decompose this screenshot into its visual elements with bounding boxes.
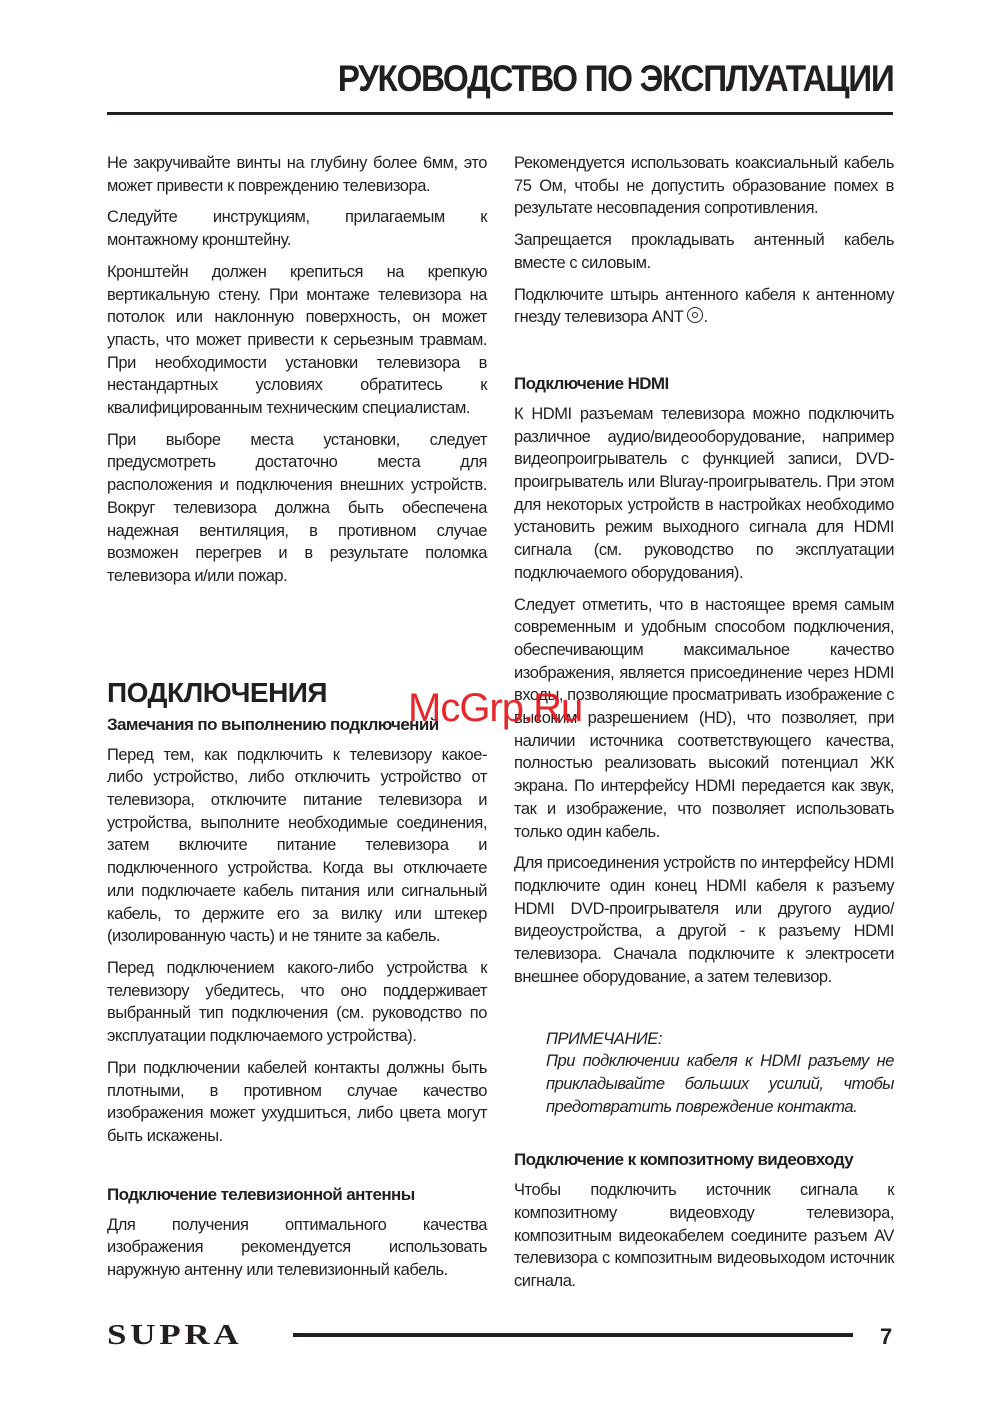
paragraph: Запрещается прокладывать антенный кабель вместе с силовым. bbox=[514, 231, 894, 272]
antenna-heading: Подключение телевизионной антенны bbox=[107, 1184, 415, 1204]
brand-logo: SUPRA bbox=[107, 1320, 243, 1351]
section-title: ПОДКЛЮЧЕНИЯ bbox=[107, 676, 328, 708]
note-block bbox=[546, 1028, 894, 1119]
paragraph: Перед подключением какого-либо устройства к телевизору убедитесь, что оно поддерживает выбранный тип подключения (см. руководство по эксплуатации подключаемого устройства). bbox=[107, 958, 487, 1046]
paragraph: Для получения оптимального качества изображения рекомендуется использовать наружную антенну или телевизионный кабель. bbox=[107, 1215, 487, 1280]
paragraph: Для присоединения устройств по интерфейсу HDMI подключите один конец HDMI кабеля к разъему HDMI DVD-проигрывателя или другого аудио/видеоустройства, а другой - к разъему HDMI телевизора. Сначала подключите к электросети внешнее оборудование, а затем телевизор. bbox=[514, 854, 894, 986]
watermark: McGrp.Ru bbox=[408, 686, 583, 730]
notes-heading: Замечания по выполнению подключений bbox=[107, 714, 439, 734]
paragraph: Перед тем, как подключить к телевизору какое-либо устройство, либо отключить устройство от телевизора, отключите питание телевизора и устройства, выполните необходимые соединения, затем включите питание телевизора и подключенного устройства. Когда вы отключаете или подключаете кабель питания или сигнальный кабель, то держите его за вилку или штекер (изолированную часть) и не тяните за кабель. bbox=[107, 745, 487, 946]
page-number: 7 bbox=[880, 1324, 893, 1349]
punctuation: . bbox=[703, 308, 708, 327]
paragraph-text: Подключите штырь антенного кабеля к антенному гнезду телевизора ANT bbox=[514, 285, 894, 327]
paragraph: При выборе места установки, следует предусмотреть достаточно места для расположения и подключения внешних устройств. Вокруг телевизора должна быть обеспечена надежная вентиляция, в противном случае возможен перегрев и в результате поломка телевизора и/или пожар. bbox=[107, 430, 487, 585]
note-label: ПРИМЕЧАНИЕ: bbox=[546, 1029, 662, 1048]
paragraph: Рекомендуется использовать коаксиальный кабель 75 Ом, чтобы не допустить образование помех в результате несовпадения сопротивления. bbox=[514, 154, 894, 218]
page-title: РУКОВОДСТВО ПО ЭКСПЛУАТАЦИИ bbox=[337, 58, 893, 99]
hdmi-heading: Подключение HDMI bbox=[514, 373, 669, 393]
composite-heading: Подключение к композитному видеовходу bbox=[514, 1150, 854, 1170]
paragraph: При подключении кабелей контакты должны быть плотными, в противном случае качество изображения может ухудшиться, либо цвета могут быть искажены. bbox=[107, 1058, 487, 1145]
paragraph bbox=[514, 284, 894, 329]
header-divider bbox=[107, 112, 893, 115]
paragraph: Следуйте инструкциям, прилагаемым к монтажному кронштейну. bbox=[107, 208, 487, 250]
footer-divider bbox=[293, 1333, 853, 1337]
paragraph: Чтобы подключить источник сигнала к композитному видеовходу телевизора, композитным видеокабелем соедините разъем AV телевизора с композитным видеовыходом источник сигнала. bbox=[514, 1181, 894, 1291]
antenna-socket-icon bbox=[687, 307, 703, 323]
paragraph: Следует отметить, что в настоящее время самым современным и удобным способом подключения, обеспечивающим максимальное качество изображения, является присоединение через HDMI входы, позволяющие просматривать изображение с высоким разрешением (HD), что позволяет, при наличии источника соответствующего качества, полностью реализовать высокий потенциал ЖК экрана. По интерфейсу HDMI передается как звук, так и изображение, что позволяет использовать только один кабель. bbox=[514, 595, 894, 841]
paragraph: Кронштейн должен крепиться на крепкую вертикальную стену. При монтаже телевизора на потолок или наклонную поверхность, он может упасть, что может привести к серьезным травмам. При необходимости установки телевизора в нестандартных условиях обратитесь к квалифицированным техническим специалистам. bbox=[107, 262, 487, 418]
note-text: При подключении кабеля к HDMI разъему не прикладывайте больших усилий, чтобы предотвратить повреждение контакта. bbox=[546, 1052, 894, 1116]
paragraph: Не закручивайте винты на глубину более 6мм, это может привести к повреждению телевизора. bbox=[107, 154, 487, 195]
paragraph: К HDMI разъемам телевизора можно подключить различное аудио/видеооборудование, например видеопроигрыватель с функцией записи, DVD-проигрыватель или Bluray-проигрыватель. При этом для некоторых устройств в настройках необходимо установить режим выходного сигнала для HDMI сигнала (см. руководство по эксплуатации подключаемого оборудования). bbox=[514, 404, 894, 582]
